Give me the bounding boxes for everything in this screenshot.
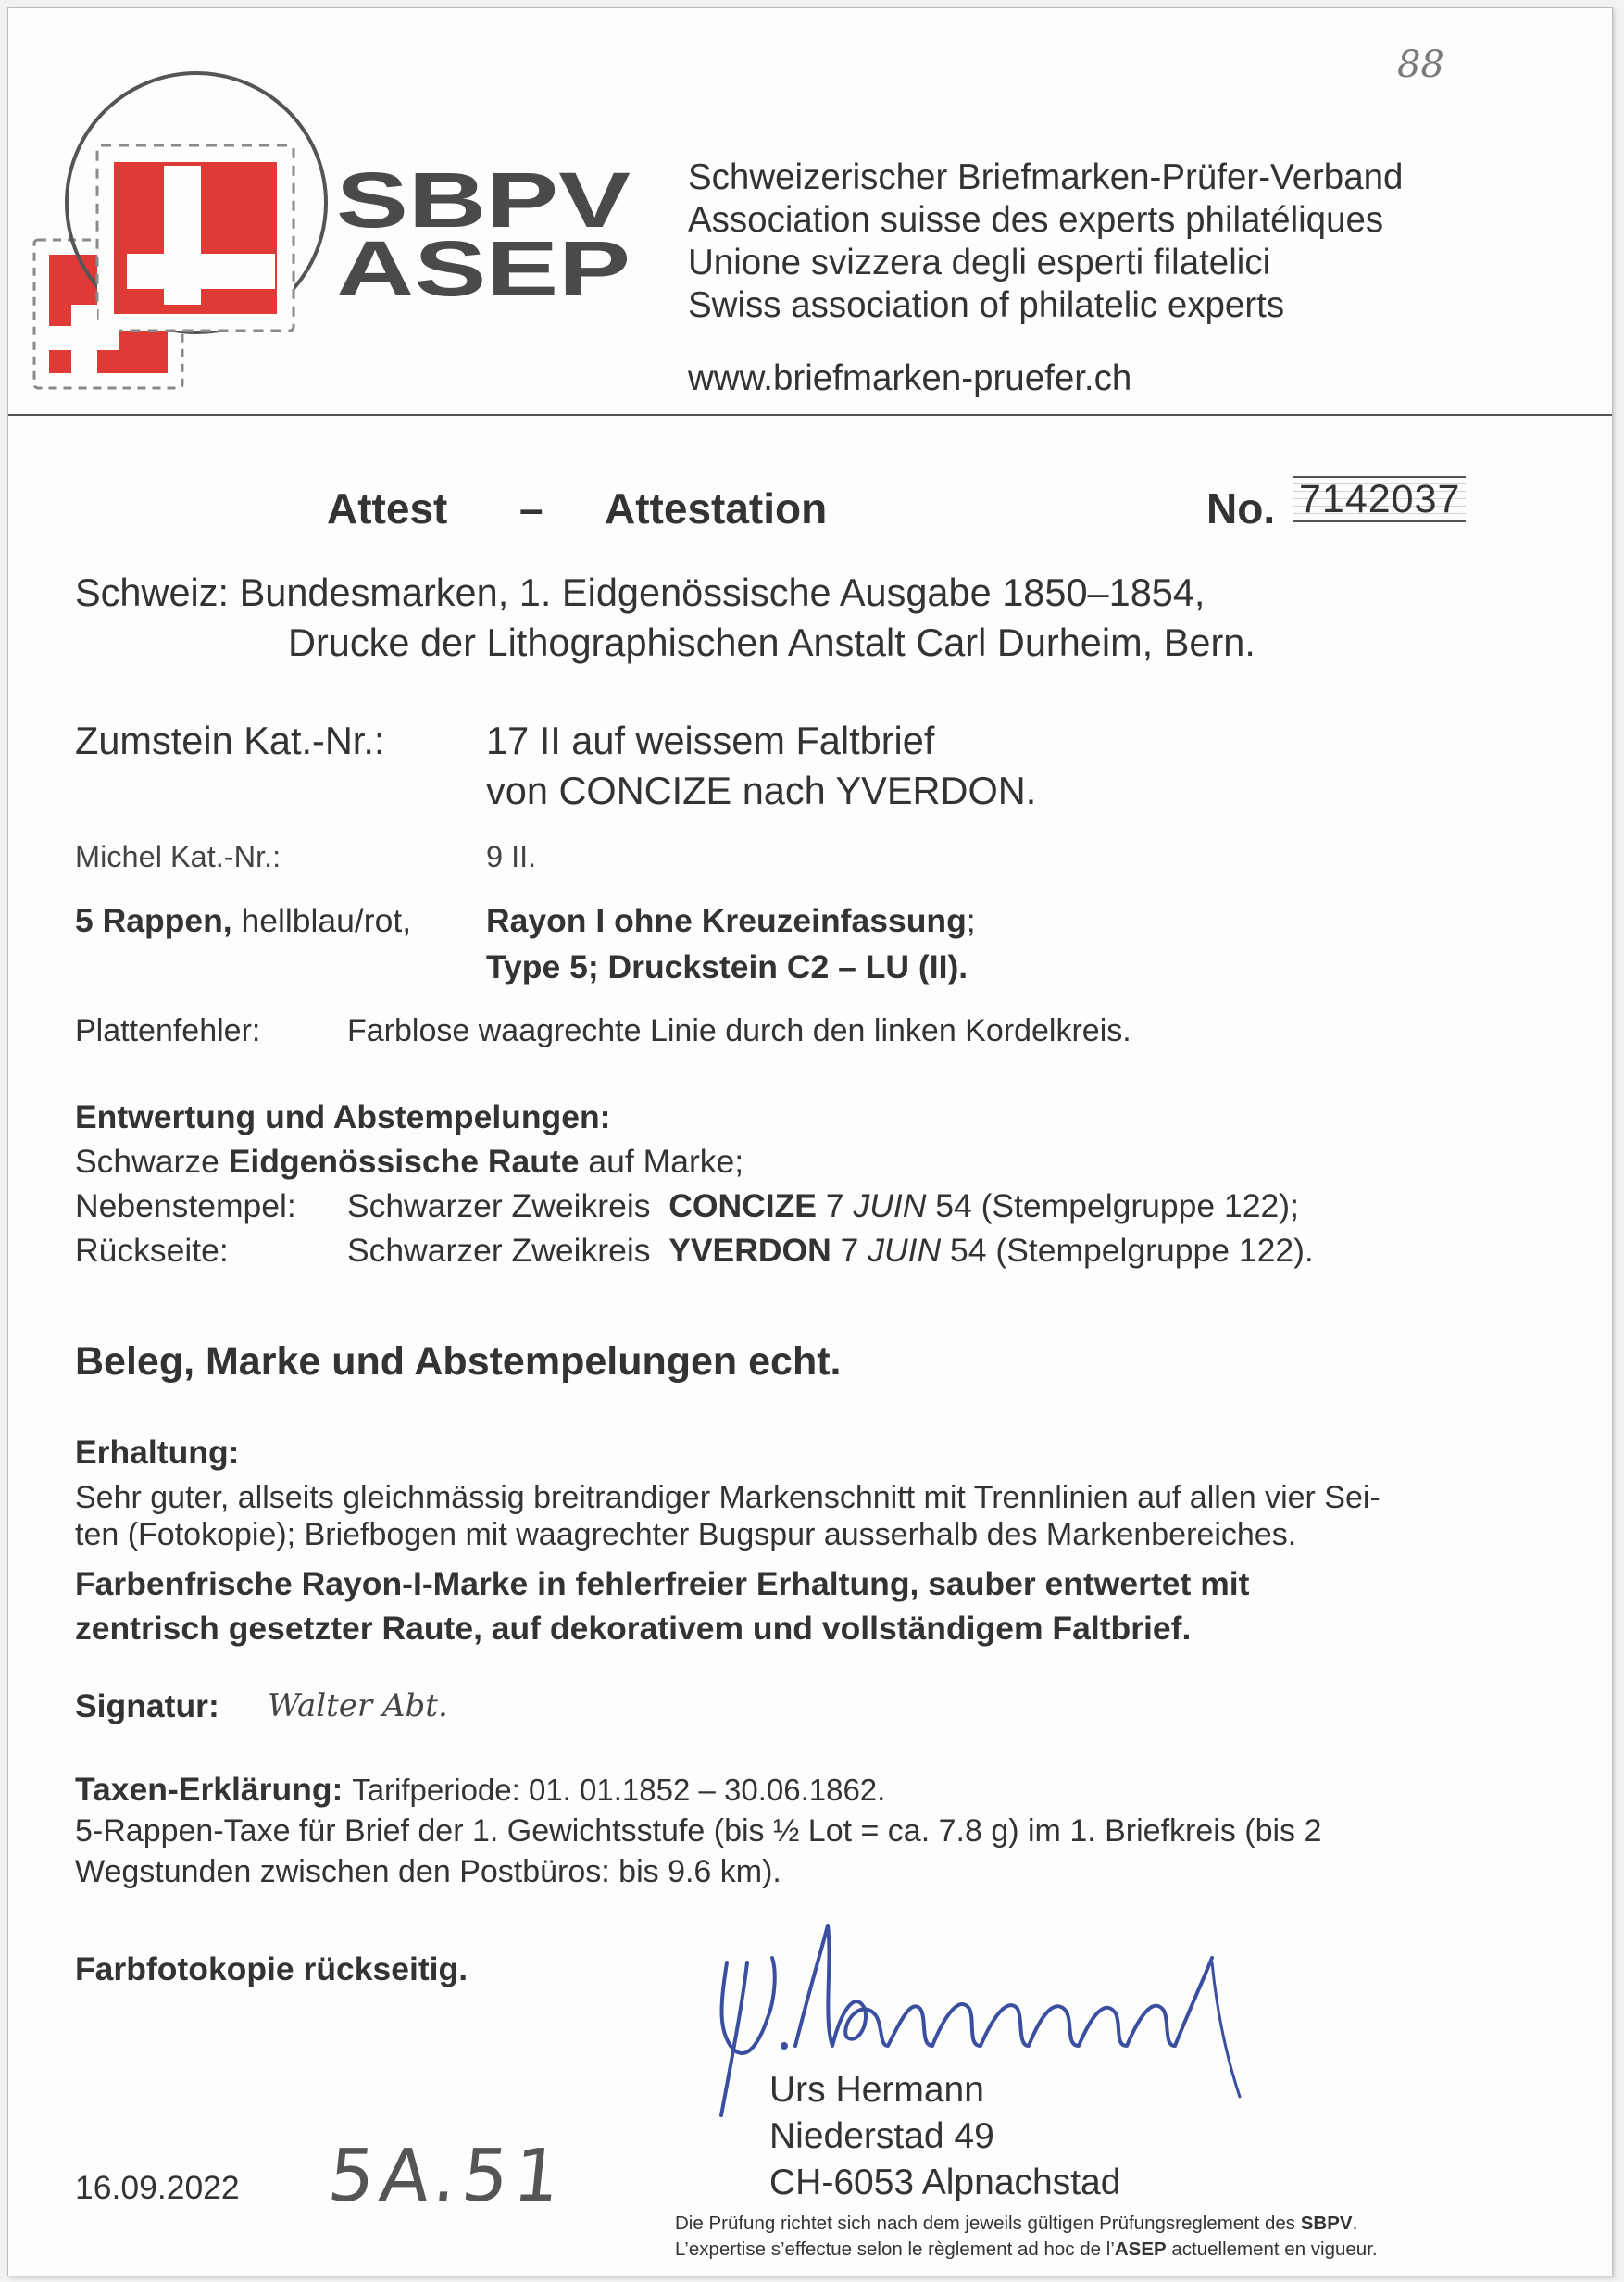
tax-line-0 — [75, 1768, 885, 1812]
stamp-value-line — [75, 899, 411, 942]
website-link[interactable]: www.briefmarken-pruefer.ch — [688, 358, 1132, 398]
back-cancel-value — [347, 1229, 1314, 1272]
footer-note-de — [675, 2211, 1357, 2237]
certificate-sheet — [7, 7, 1613, 2276]
side-cancel-month: JUIN — [853, 1187, 927, 1224]
pencil-note: 88 — [1397, 44, 1444, 86]
signature-label: Signatur: — [75, 1687, 219, 1724]
issue-date: 16.09.2022 — [75, 2169, 240, 2206]
tax-line-2: Wegstunden zwischen den Postbüros: bis 9.6 km). — [75, 1854, 781, 1889]
org-name-it: Unione svizzera degli esperti filatelici — [688, 243, 1271, 282]
verdict: Beleg, Marke und Abstempelungen echt. — [75, 1339, 842, 1384]
side-cancel-label: Nebenstempel: — [75, 1187, 296, 1224]
back-cancel-desc: Schwarzer Zweikreis — [347, 1232, 651, 1269]
cancellation-type: Eidgenössische Raute — [228, 1143, 580, 1180]
logo-text-asep: ASEP — [336, 225, 631, 305]
subject-line-2: Drucke der Lithographischen Anstalt Carl Durheim, Bern. — [288, 621, 1255, 664]
certificate-number-label: No. — [1206, 484, 1276, 533]
zumstein-value-1: 17 II auf weissem Faltbrief — [486, 719, 935, 762]
condition-line-1: Sehr guter, allseits gleichmässig breitrandiger Markenschnitt mit Trennlinien auf allen vier Sei- — [75, 1480, 1380, 1515]
tax-period: Tarifperiode: 01. 01.1852 – 30.06.1862. — [352, 1773, 886, 1807]
back-cancel-place: YVERDON — [668, 1232, 831, 1269]
condition-summary-1: Farbenfrische Rayon-I-Marke in fehlerfreier Erhaltung, sauber entwertet mit — [75, 1565, 1250, 1602]
tax-label: Taxen-Erklärung: — [75, 1771, 344, 1808]
back-cancel-year: 54 (Stempelgruppe 122). — [950, 1232, 1314, 1269]
condition-line-2: ten (Fotokopie); Briefbogen mit waagrechter Bugspur ausserhalb des Markenbereiches. — [75, 1517, 1297, 1552]
cancellation-post: auf Marke; — [588, 1143, 744, 1180]
footer-note-fr-bold: ASEP — [1114, 2238, 1167, 2260]
back-cancel-day: 7 — [840, 1232, 859, 1269]
logo-wordmark — [332, 166, 638, 305]
stamp-desc-1 — [486, 899, 976, 942]
org-name-de: Schweizerischer Briefmarken-Prüfer-Verband — [688, 157, 1404, 197]
back-cancel-label: Rückseite: — [75, 1232, 229, 1269]
stamp-desc-1-text: Rayon I ohne Kreuzeinfassung — [486, 902, 967, 939]
stamp-desc-2: Type 5; Druckstein C2 – LU (II). — [486, 948, 968, 985]
org-name-en: Swiss association of philatelic experts — [688, 285, 1285, 325]
cancellation-pre: Schwarze — [75, 1143, 219, 1180]
photocopy-note: Farbfotokopie rückseitig. — [75, 1950, 468, 1987]
stamp-color: hellblau/rot, — [241, 902, 412, 939]
side-cancel-desc: Schwarzer Zweikreis — [347, 1187, 651, 1224]
expert-city: CH-6053 Alpnachstad — [769, 2163, 1121, 2202]
footer-note-de-post: . — [1352, 2213, 1358, 2234]
plate-flaw-text: Farblose waagrechte Linie durch den linken Kordelkreis. — [347, 1013, 1131, 1048]
footer-note-de-bold: SBPV — [1300, 2213, 1353, 2234]
title-attestation: Attestation — [605, 484, 828, 533]
condition-summary-2: zentrisch gesetzter Raute, auf dekorativem und vollständigem Faltbrief. — [75, 1610, 1192, 1647]
michel-label: Michel Kat.-Nr.: — [75, 840, 281, 873]
logo-text-sbpv: SBPV — [336, 166, 631, 244]
stamp-desc-1-end: ; — [966, 902, 976, 939]
footer-note-fr-pre: L’expertise s’effectue selon le règlement ad hoc de l’ — [675, 2238, 1115, 2260]
condition-heading: Erhaltung: — [75, 1434, 240, 1471]
side-cancel-value — [347, 1185, 1299, 1227]
title-dash: – — [519, 484, 543, 533]
sbpv-logo-icon — [16, 64, 331, 407]
signature-value: Walter Abt. — [268, 1687, 448, 1724]
subject-line-1: Schweiz: Bundesmarken, 1. Eidgenössische Ausgabe 1850–1854, — [75, 570, 1206, 614]
zumstein-label: Zumstein Kat.-Nr.: — [75, 719, 385, 762]
cancellation-heading: Entwertung und Abstempelungen: — [75, 1098, 611, 1135]
back-cancel-month: JUIN — [868, 1232, 942, 1269]
plate-flaw-label: Plattenfehler: — [75, 1013, 261, 1048]
expert-street: Niederstad 49 — [769, 2116, 994, 2156]
header-divider — [8, 414, 1612, 416]
footer-note-de-pre: Die Prüfung richtet sich nach dem jeweils gültigen Prüfungsreglement des — [675, 2213, 1296, 2234]
stamp-value: 5 Rappen, — [75, 902, 232, 939]
zumstein-value-2: von CONCIZE nach YVERDON. — [486, 769, 1037, 812]
michel-value: 9 II. — [486, 840, 537, 873]
side-cancel-year: 54 (Stempelgruppe 122); — [935, 1187, 1299, 1224]
footer-note-fr-post: actuellement en vigueur. — [1171, 2238, 1378, 2260]
title-attest: Attest — [327, 484, 448, 533]
tax-line-1: 5-Rappen-Taxe für Brief der 1. Gewichtsstufe (bis ½ Lot = ca. 7.8 g) im 1. Briefkreis (bis 2 — [75, 1813, 1322, 1849]
handwritten-reference: 5A.51 — [324, 2135, 570, 2218]
certificate-number: 7142037 — [1293, 476, 1466, 522]
organisation-names — [688, 157, 1403, 327]
expert-name: Urs Hermann — [769, 2070, 984, 2110]
org-name-fr: Association suisse des experts philatéliques — [688, 200, 1384, 240]
cancellation-line-1 — [75, 1140, 743, 1183]
footer-note-fr — [675, 2237, 1378, 2263]
side-cancel-day: 7 — [825, 1187, 844, 1224]
side-cancel-place: CONCIZE — [668, 1187, 817, 1224]
